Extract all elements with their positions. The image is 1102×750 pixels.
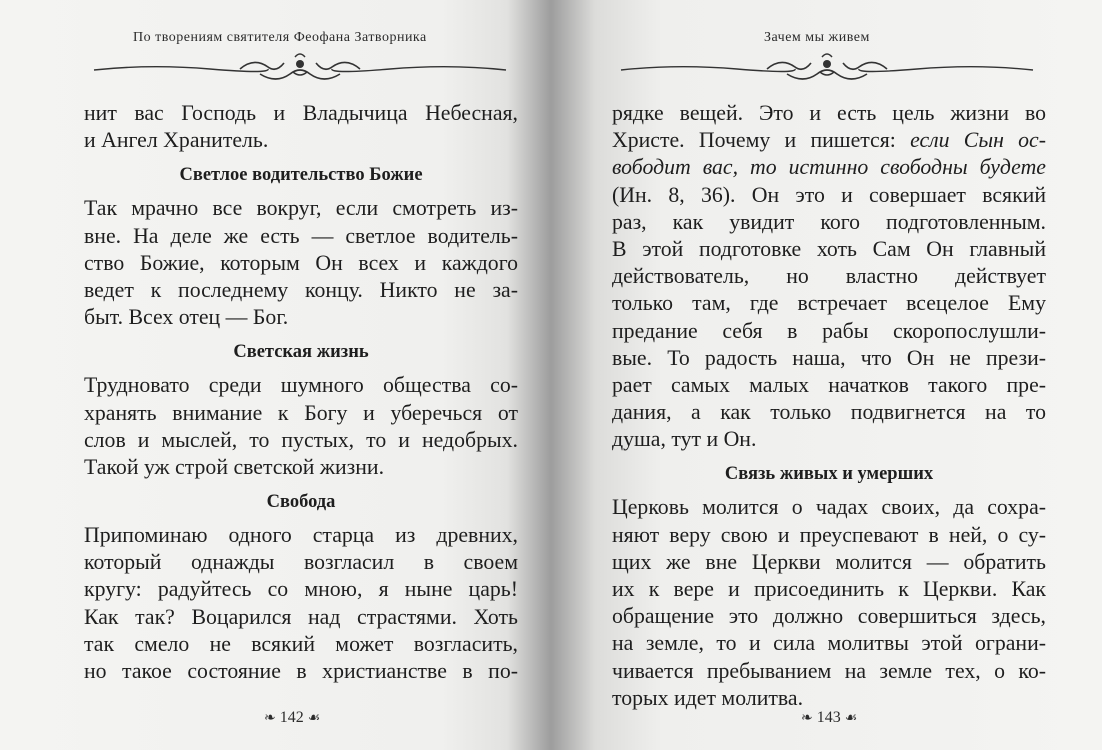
text-line: предание себя в рабы скоропослушли- bbox=[612, 318, 1046, 343]
text-line: вые. То радость наша, что Он не прези- bbox=[612, 345, 1046, 370]
text-line: Так мрачно все вокруг, если смотреть из- bbox=[84, 196, 518, 221]
page-number-text: 143 bbox=[816, 709, 841, 726]
text-line: Трудновато среди шумного общества со- bbox=[84, 373, 518, 398]
folio-ornament-icon: ❧ bbox=[264, 711, 276, 726]
scripture-quote: вободит вас, то истинно свободны будете bbox=[612, 155, 1046, 180]
text-line: Церковь молится о чадах своих, да сохра- bbox=[612, 495, 1046, 520]
text-line: так смело не всякий может возгласить, bbox=[84, 631, 518, 656]
text-line: который однажды возгласил в своем bbox=[84, 550, 518, 575]
text-line: (Ин. 8, 36). Он это и совершает всякий bbox=[612, 182, 1046, 207]
right-page-text bbox=[612, 100, 1046, 712]
text-line: душа, тут и Он. bbox=[612, 427, 757, 452]
folio-ornament-icon: ❧ bbox=[801, 711, 813, 726]
right-page bbox=[551, 0, 1102, 750]
text-line: ведет к последнему концу. Никто не за- bbox=[84, 277, 518, 302]
text-line bbox=[612, 154, 1046, 181]
section-heading: Светлое водительство Божие bbox=[179, 165, 423, 186]
section-heading: Свобода bbox=[266, 492, 336, 513]
text-line: нит вас Господь и Владычица Небесная, bbox=[84, 101, 518, 125]
text-line: чивается пребыванием на земле тех, о ко- bbox=[612, 658, 1046, 683]
left-page-text bbox=[84, 100, 518, 685]
text-line: рает самых малых начатков такого пре- bbox=[612, 372, 1046, 397]
text-line: раз, как увидит кого подготовленным. bbox=[612, 209, 1046, 234]
section-heading: Светская жизнь bbox=[233, 342, 369, 363]
text-line: на земле, то и сила молитвы этой ограни- bbox=[612, 631, 1046, 656]
text-line: действователь, но властно действует bbox=[612, 264, 1046, 289]
text-line: рядке вещей. Это и есть цель жизни во bbox=[612, 101, 1046, 125]
text-line: обращение это должно совершиться здесь, bbox=[612, 604, 1046, 629]
folio-ornament-icon: ☙ bbox=[844, 711, 858, 726]
running-head: По творениям святителя Феофана Затворника bbox=[133, 30, 427, 45]
text-line: Такой уж строй светской жизни. bbox=[84, 454, 385, 479]
text-line: кругу: радуйтесь со мною, я ныне царь! bbox=[84, 577, 518, 602]
text-line: Припоминаю одного старца из древних, bbox=[84, 523, 518, 548]
text-line bbox=[612, 127, 1046, 154]
ornament-divider-icon bbox=[90, 52, 510, 86]
text-line: вне. На деле же есть — светлое водитель- bbox=[84, 223, 518, 248]
folio-ornament-icon: ☙ bbox=[307, 711, 321, 726]
text-line: слов и мыслей, то пустых, то и недобрых. bbox=[84, 427, 518, 452]
text-line: ство Божие, которым Он всех и каждого bbox=[84, 250, 518, 275]
text-line: только там, где встречает всецелое Ему bbox=[612, 291, 1046, 316]
text-line: В этой подготовке хоть Сам Он главный bbox=[612, 236, 1046, 261]
text-line: торых идет молитва. bbox=[612, 685, 804, 710]
text-fragment: Христе. Почему и пишется: bbox=[612, 128, 911, 153]
ornament-divider-icon bbox=[617, 52, 1037, 86]
section-heading: Связь живых и умерших bbox=[724, 464, 934, 485]
text-line: но такое состояние в христианстве в по- bbox=[84, 659, 518, 683]
text-line: их к вере и присоединить к Церкви. Как bbox=[612, 577, 1046, 601]
page-number bbox=[801, 709, 857, 727]
text-line: дания, а как только подвигнется на то bbox=[612, 400, 1046, 425]
page-number bbox=[264, 709, 320, 727]
text-line: и Ангел Хранитель. bbox=[84, 128, 269, 153]
page-number-text: 142 bbox=[279, 709, 304, 726]
text-line: быт. Всех отец — Бог. bbox=[84, 305, 289, 330]
scripture-quote: если Сын ос- bbox=[910, 128, 1046, 153]
text-line: Как так? Воцарился над страстями. Хоть bbox=[84, 604, 518, 629]
running-head: Зачем мы живем bbox=[764, 30, 870, 45]
text-line: щих же вне Церкви молится — обратить bbox=[612, 549, 1046, 574]
text-line: хранять внимание к Богу и уберечься от bbox=[84, 400, 518, 425]
text-line: няют веру свою и преуспевают в ней, о су- bbox=[612, 522, 1046, 547]
